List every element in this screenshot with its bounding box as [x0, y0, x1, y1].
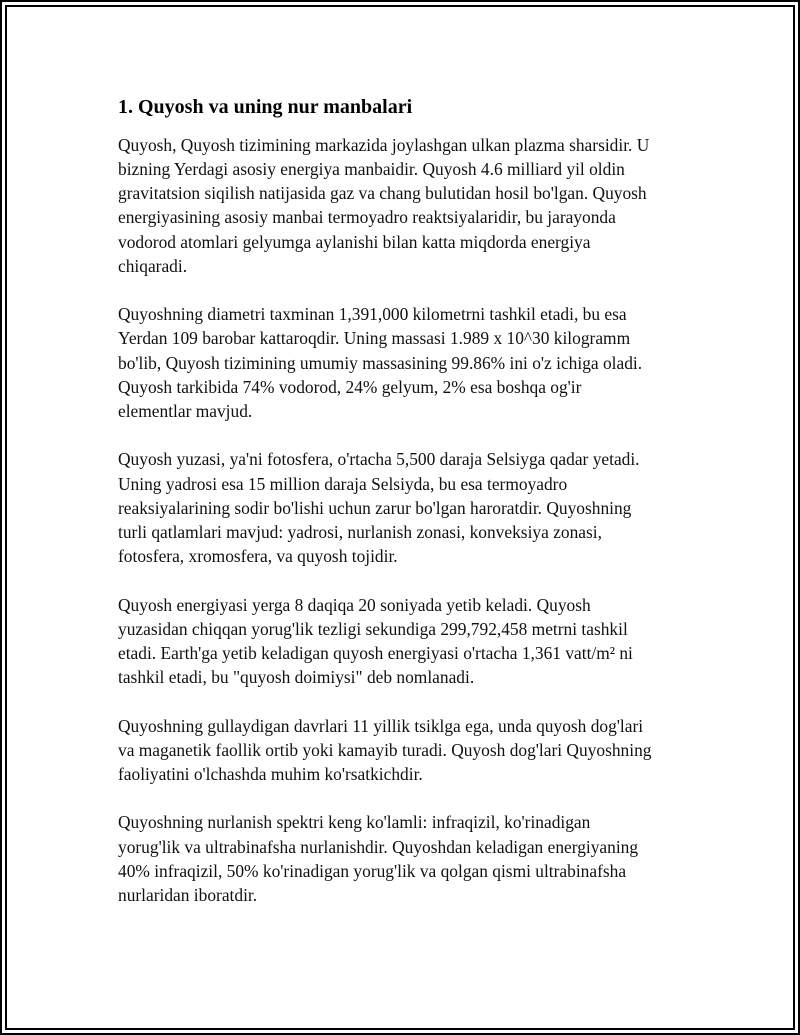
text-line: Quyosh tarkibida 74% vodorod, 24% gelyum, 2% esa boshqa og'ir [118, 376, 582, 397]
document-title: 1. Quyosh va uning nur manbalari [118, 96, 413, 118]
text-line: Quyosh energiyasi yerga 8 daqiqa 20 soniyada yetib keladi. Quyosh [118, 594, 591, 615]
text-line: yorug'lik va ultrabinafsha nurlanishdir. Quyoshdan keladigan energiyaning [118, 836, 639, 857]
text-line: vodorod atomlari gelyumga aylanishi bilan katta miqdorda energiya [118, 231, 591, 252]
text-line: gravitatsion siqilish natijasida gaz va chang bulutidan hosil bo'lgan. Quyosh [118, 183, 647, 204]
paragraph-6 [118, 810, 718, 907]
text-line: yuzasidan chiqqan yorug'lik tezligi sekundiga 299,792,458 metrni tashkil [118, 618, 628, 639]
text-line: bo'lib, Quyosh tizimining umumiy massasining 99.86% ini o'z ichiga oladi. [118, 352, 643, 373]
text-line: tashkil etadi, bu "quyosh doimiysi" deb nomlanadi. [118, 667, 475, 688]
document-body [118, 93, 718, 931]
text-line: energiyasining asosiy manbai termoyadro reaktsiyalaridir, bu jarayonda [118, 207, 616, 228]
paragraph-5 [118, 714, 718, 787]
text-line: etadi. Earth'ga yetib keladigan quyosh energiyasi o'rtacha 1,361 vatt/m² ni [118, 643, 633, 664]
text-line: Quyoshning gullaydigan davrlari 11 yillik tsiklga ega, unda quyosh dog'lari [118, 715, 644, 736]
text-line: faoliyatini o'lchashda muhim ko'rsatkichdir. [118, 764, 423, 785]
text-line: reaksiyalarining sodir bo'lishi uchun zarur bo'lgan haroratdir. Quyoshning [118, 497, 632, 518]
text-line: Quyosh yuzasi, ya'ni fotosfera, o'rtacha 5,500 daraja Selsiyga qadar yetadi. [118, 449, 640, 470]
paragraph-2 [118, 302, 718, 423]
text-line: Yerdan 109 barobar kattaroqdir. Uning massasi 1.989 x 10^30 kilogramm [118, 328, 631, 349]
paragraph-3 [118, 447, 718, 568]
text-line: va maganetik faollik ortib yoki kamayib turadi. Quyosh dog'lari Quyoshning [118, 739, 652, 760]
text-line: fotosfera, xromosfera, va quyosh tojidir. [118, 546, 398, 567]
text-line: bizning Yerdagi asosiy energiya manbaidir. Quyosh 4.6 milliard yil oldin [118, 159, 625, 179]
text-line: nurlaridan iboratdir. [118, 885, 258, 906]
text-line: elementlar mavjud. [118, 401, 253, 422]
text-line: Quyoshning diametri taxminan 1,391,000 kilometrni tashkil etadi, bu esa [118, 304, 627, 325]
text-line: chiqaradi. [118, 255, 188, 276]
text-line: 40% infraqizil, 50% ko'rinadigan yorug'lik va qolgan qismi ultrabinafsha [118, 860, 627, 881]
paragraph-4 [118, 593, 718, 690]
paragraph-1 [118, 133, 718, 278]
text-line: Uning yadrosi esa 15 million daraja Selsiyda, bu esa termoyadro [118, 473, 568, 494]
text-line: Quyosh, Quyosh tizimining markazida joylashgan ulkan plazma sharsidir. U [118, 134, 650, 155]
text-line: Quyoshning nurlanish spektri keng ko'lamli: infraqizil, ko'rinadigan [118, 812, 591, 833]
text-line: turli qatlamlari mavjud: yadrosi, nurlanish zonasi, konveksiya zonasi, [118, 522, 602, 543]
